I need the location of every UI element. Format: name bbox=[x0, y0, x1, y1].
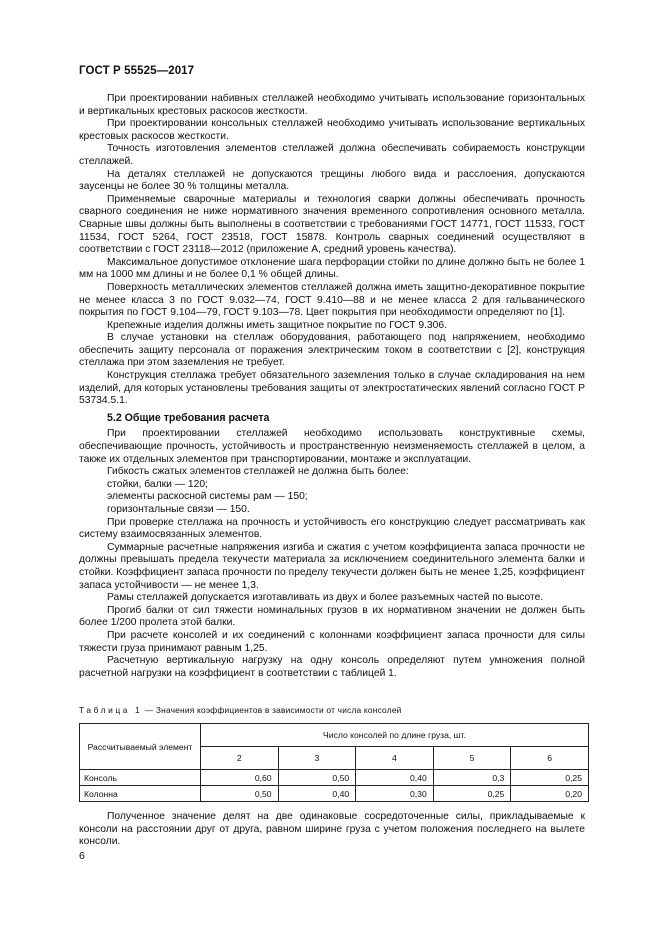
table-column-header: 3 bbox=[278, 747, 356, 770]
table-column-header: 2 bbox=[201, 747, 279, 770]
table-cell: 0,40 bbox=[278, 786, 356, 802]
paragraph: При проектировании стеллажей необходимо использовать конструктивные схемы, обеспечивающие прочность, устойчивость и пространственную неизменяемость стеллажей в целом, а также их отдельных элементов при транспортировании, монтаже и эксплуатации. bbox=[79, 428, 585, 465]
paragraph: При проектировании консольных стеллажей необходимо учитывать использование вертикальных крестовых раскосов жесткости. bbox=[79, 118, 585, 142]
table-cell: 0,50 bbox=[201, 786, 279, 802]
list-item: элементы раскосной системы рам — 150; bbox=[107, 491, 308, 503]
list-item: стойки, балки — 120; bbox=[107, 478, 208, 490]
table-caption-text: — Значения коэффициентов в зависимости от числа консолей bbox=[142, 705, 402, 715]
page-number: 6 bbox=[79, 850, 85, 862]
table-cell: 0,40 bbox=[356, 770, 434, 786]
table-cell-label: Колонна bbox=[80, 786, 201, 802]
table-cell: 0,30 bbox=[356, 786, 434, 802]
paragraph: Гибкость сжатых элементов стеллажей не должна быть более: bbox=[107, 466, 409, 478]
body-text bbox=[79, 93, 585, 680]
table-row bbox=[80, 770, 589, 786]
table-cell: 0,3 bbox=[433, 770, 511, 786]
document-header: ГОСТ Р 55525—2017 bbox=[79, 65, 195, 77]
table-cell: 0,25 bbox=[433, 786, 511, 802]
table-cell-label: Консоль bbox=[80, 770, 201, 786]
paragraph: В случае установки на стеллаж оборудования, работающего под напряжением, необходимо обеспечить защиту персонала от поражения электрическим током в соответствии с [2], конструкция стеллажа при этом заземления не требует. bbox=[79, 332, 585, 369]
table-cell: 0,25 bbox=[511, 770, 589, 786]
paragraph: Суммарные расчетные напряжения изгиба и сжатия с учетом коэффициента запаса прочности не должны превышать предела текучести материала за исключением соединительного элемента балки и стойки. Коэффициент запаса прочности по пределу текучести должен быть не менее 1,25, коэффициент запаса устойчивости — не менее 1,3. bbox=[79, 541, 585, 591]
list-item: горизонтальные связи — 150. bbox=[107, 504, 250, 515]
paragraph: Крепежные изделия должны иметь защитное покрытие по ГОСТ 9.306. bbox=[107, 319, 447, 331]
section-title: 5.2 Общие требования расчета bbox=[107, 411, 270, 424]
paragraph: Прогиб балки от сил тяжести номинальных грузов в их нормативном значении не должен быть более 1/200 пролета этой балки. bbox=[79, 604, 585, 629]
paragraph: Расчетную вертикальную нагрузку на одну консоль определяют путем умножения полной расчетной нагрузки на коэффициент в соответствии с таблицей 1. bbox=[79, 655, 585, 679]
table-cell: 0,50 bbox=[278, 770, 356, 786]
table-caption-prefix: Таблица 1 bbox=[79, 705, 143, 715]
table-cell: 0,60 bbox=[201, 770, 279, 786]
table-column-header: 5 bbox=[433, 747, 511, 770]
paragraph: Поверхность металлических элементов стеллажей должна иметь защитно-декоративное покрытие не менее класса 3 по ГОСТ 9.032—74, ГОСТ 9.410—88 и не менее класса 2 для гальванического покрытия по ГОСТ 9.104—79, ГОСТ 9.103—78. Цвет покрытия при необходимости определяют по [1]. bbox=[79, 281, 585, 319]
paragraph: На деталях стеллажей не допускаются трещины любого вида и расслоения, допускаются заусенцы не более 30 % толщины металла. bbox=[79, 168, 585, 193]
table-row-header: Рассчитываемый элемент bbox=[80, 724, 201, 770]
paragraph: При проектировании набивных стеллажей необходимо учитывать использование горизонтальных и вертикальных крестовых раскосов жесткости. bbox=[79, 93, 585, 117]
paragraph: Максимальное допустимое отклонение шага перфорации стойки по длине должно быть не более 1 мм на 1000 мм длины и не более 0,1 % общей длины. bbox=[79, 256, 585, 281]
coefficients-table bbox=[79, 723, 589, 802]
paragraph: Полученное значение делят на две одинаковые сосредоточенные силы, прикладываемые к консоли на расстоянии друг от друга, равном ширине груза с учетом положения последнего на вылете консоли. bbox=[79, 811, 585, 848]
paragraph: Рамы стеллажей допускается изготавливать из двух и более разъемных частей по высоте. bbox=[107, 592, 544, 604]
table-cell: 0,20 bbox=[511, 786, 589, 802]
after-table-text bbox=[79, 811, 585, 849]
table-column-header: 4 bbox=[356, 747, 434, 770]
table-caption bbox=[79, 705, 589, 715]
paragraph: При расчете консолей и их соединений с колоннами коэффициент запаса прочности для силы тяжести груза принимают равным 1,25. bbox=[79, 629, 585, 654]
table-column-header: 6 bbox=[511, 747, 589, 770]
table-row bbox=[80, 786, 589, 802]
paragraph: Применяемые сварочные материалы и технология сварки должны обеспечивать прочность сварного соединения не ниже нормативного значения временного сопротивления основного металла. Сварные швы должны быть выполнены в соответствии с требованиями ГОСТ 14771, ГОСТ 11533, ГОСТ 11534, ГОСТ 5264, ГОСТ 23518, ГОСТ 15878. Контроль сварных соединений осуществляют в соответствии с ГОСТ 23118—2012 (приложение А, средний уровень качества). bbox=[79, 193, 585, 256]
paragraph: При проверке стеллажа на прочность и устойчивость его конструкцию следует рассматривать как систему взаимосвязанных элементов. bbox=[79, 516, 585, 541]
paragraph: Точность изготовления элементов стеллажей должна обеспечивать собираемость конструкции стеллажей. bbox=[79, 143, 585, 167]
paragraph: Конструкция стеллажа требует обязательного заземления только в случае складирования на нем изделий, для которых установлены требования защиты от электростатических явлений согласно ГОСТ Р 53734.5.1. bbox=[79, 370, 585, 407]
table-group-header: Число консолей по длине груза, шт. bbox=[201, 724, 589, 747]
